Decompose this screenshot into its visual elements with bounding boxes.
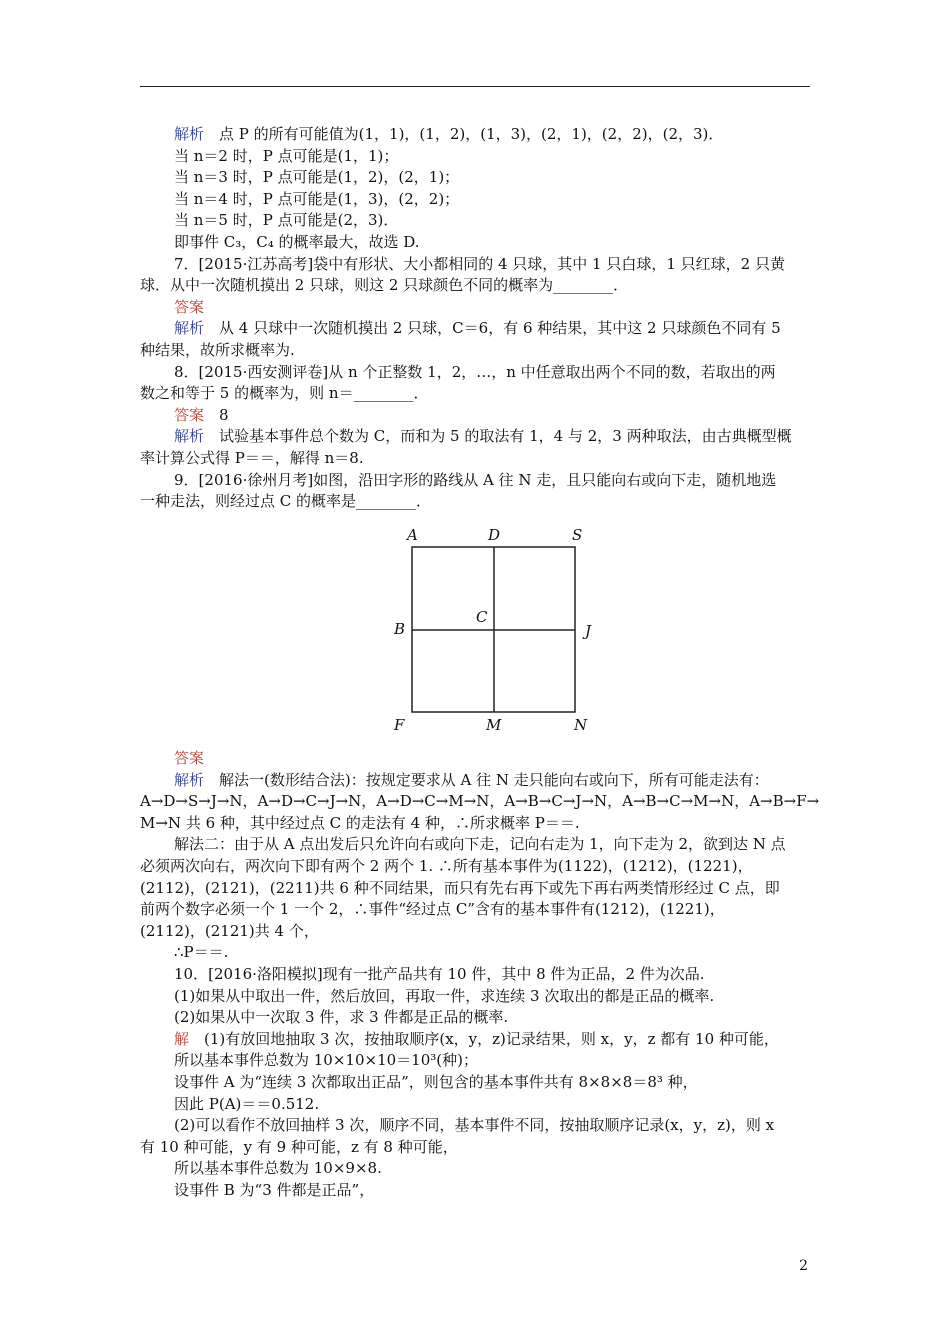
text-line — [174, 297, 204, 317]
text-line — [174, 254, 785, 274]
line-text: ∴P＝＝. — [174, 943, 229, 962]
line-text: 设事件 A 为“连续 3 次都取出正品”，则包含的基本事件共有 8×8×8＝8³ 种， — [174, 1073, 698, 1091]
line-text: 即事件 C₃，C₄ 的概率最大，故选 D. — [174, 233, 420, 251]
text-line — [174, 405, 229, 425]
text-line — [174, 1094, 319, 1114]
text-line — [174, 189, 459, 209]
answer-tag: 答案 — [174, 749, 205, 767]
text-line — [174, 124, 723, 144]
text-line — [174, 964, 705, 984]
line-text: 当 n＝2 时，P 点可能是(1，1)； — [174, 146, 399, 165]
text-line — [174, 986, 714, 1006]
line-text: 设事件 B 为“3 件都是正品”， — [174, 1181, 375, 1199]
header-rule — [140, 86, 810, 87]
line-text: 8 — [204, 405, 229, 424]
text-line — [140, 878, 780, 898]
answer-tag: 解析 — [174, 770, 205, 789]
text-line — [140, 899, 725, 919]
line-text: 种结果，故所求概率为. — [140, 341, 295, 359]
text-line — [174, 470, 776, 490]
label-N: N — [574, 716, 588, 734]
text-line — [174, 1115, 774, 1135]
text-line — [174, 834, 786, 854]
label-C: C — [476, 608, 488, 626]
line-text: 7．[2015·江苏高考]袋中有形状、大小都相同的 4 只球，其中 1 只白球，1 只红球，2 只黄 — [174, 254, 785, 273]
line-text: 当 n＝5 时，P 点可能是(2，3)． — [174, 211, 399, 230]
answer-tag: 解 — [174, 1029, 190, 1048]
text-line — [140, 383, 429, 403]
line-text: (1)如果从中取出一件，然后放回，再取一件，求连续 3 次取出的都是正品的概率. — [174, 986, 715, 1005]
line-text: M→N 共 6 种，其中经过点 C 的走法有 4 种，∴所求概率 P＝＝. — [140, 813, 580, 832]
line-text: 必须两次向右，两次向下即有两个 2 两个 1. ∴所有基本事件为(1122)，(1212)，(1221)， — [140, 857, 753, 875]
text-line — [140, 340, 295, 360]
line-text: 球．从中一次随机摸出 2 只球，则这 2 只球颜色不同的概率为________． — [140, 276, 629, 295]
answer-tag: 解析 — [174, 125, 205, 143]
text-line — [140, 921, 319, 941]
line-text: (2112)，(2121)，(2211)共 6 种不同结果，而只有先右再下或先下再右两类情形经过 C 点，即 — [140, 878, 780, 897]
answer-tag: 解析 — [174, 427, 205, 446]
label-S: S — [572, 526, 583, 544]
text-line — [140, 275, 628, 295]
line-text: 9．[2016·徐州月考]如图，沿田字形的路线从 A 往 N 走，且只能向右或向下走，随机地选 — [174, 470, 777, 489]
text-line — [140, 791, 819, 811]
answer-tag: 解析 — [174, 319, 205, 338]
text-line — [174, 770, 769, 790]
line-text: 所以基本事件总数为 10×9×8. — [174, 1159, 382, 1178]
line-text: (2112)，(2121)共 4 个， — [140, 921, 319, 940]
line-text: 8．[2015·西安测评卷]从 n 个正整数 1，2，…，n 中任意取出两个不同的数，若取出的两 — [174, 362, 776, 381]
line-text: 从 4 只球中一次随机摸出 2 只球，C＝6，有 6 种结果，其中这 2 只球颜色不同有 5 — [204, 319, 781, 338]
line-text: 率计算公式得 P＝＝，解得 n＝8. — [140, 449, 364, 467]
text-line — [174, 167, 459, 187]
text-line — [174, 1007, 508, 1027]
text-line — [140, 448, 364, 468]
text-line — [174, 1158, 382, 1178]
line-text: 有 10 种可能，y 有 9 种可能，z 有 8 种可能， — [140, 1137, 458, 1156]
line-text: (2)如果从中一次取 3 件，求 3 件都是正品的概率. — [174, 1008, 509, 1027]
answer-tag: 答案 — [174, 405, 205, 424]
label-A: A — [407, 526, 418, 544]
text-line — [174, 362, 776, 382]
label-D: D — [488, 526, 501, 544]
label-M: M — [486, 716, 502, 734]
text-line — [174, 1180, 374, 1200]
text-line — [140, 491, 431, 511]
line-text: 当 n＝3 时，P 点可能是(1，2)，(2，1)； — [174, 168, 460, 187]
text-line — [174, 146, 398, 166]
label-F: F — [394, 716, 405, 734]
text-line — [174, 1029, 779, 1049]
page-number: 2 — [799, 1258, 808, 1274]
line-text: 数之和等于 5 的概率为，则 n＝________． — [140, 384, 429, 403]
text-line — [174, 748, 204, 768]
text-line — [174, 232, 420, 252]
text-line — [174, 1072, 698, 1092]
grid-figure — [385, 520, 605, 750]
line-text: (1)有放回地抽取 3 次，按抽取顺序(x，y，z)记录结果，则 x，y，z 都有 10 种可能， — [189, 1029, 779, 1048]
text-line — [174, 1050, 478, 1070]
line-text: 解法一(数形结合法)：按规定要求从 A 往 N 走只能向右或向下，所有可能走法有： — [204, 770, 769, 789]
line-text: 因此 P(A)＝＝0.512. — [174, 1094, 320, 1113]
label-J: J — [585, 622, 592, 640]
line-text: 所以基本事件总数为 10×10×10＝10³(种)； — [174, 1051, 478, 1070]
text-line — [174, 942, 228, 962]
text-line — [174, 210, 398, 230]
text-line — [140, 856, 753, 876]
line-text: 10．[2016·洛阳模拟]现有一批产品共有 10 件，其中 8 件为正品，2 件为次品. — [174, 965, 705, 983]
label-B: B — [394, 620, 406, 638]
line-text: A→D→S→J→N，A→D→C→J→N，A→D→C→M→N，A→B→C→J→N，A→B→C→M→N，A→B→F→ — [140, 792, 820, 811]
line-text: 一种走法，则经过点 C 的概率是________． — [140, 492, 432, 511]
line-text: 试验基本事件总个数为 C，而和为 5 的取法有 1，4 与 2，3 两种取法，由古典概型概 — [204, 427, 792, 446]
text-line — [174, 426, 792, 446]
answer-tag: 答案 — [174, 297, 205, 316]
line-text: 解法二：由于从 A 点出发后只允许向右或向下走，记向右走为 1，向下走为 2，欲到达 N 点 — [174, 835, 786, 854]
text-line — [140, 1137, 458, 1157]
line-text: (2)可以看作不放回抽样 3 次，顺序不同，基本事件不同，按抽取顺序记录(x，y，z)，则 x — [174, 1116, 775, 1135]
text-line — [140, 813, 580, 833]
line-text: 当 n＝4 时，P 点可能是(1，3)，(2，2)； — [174, 189, 460, 208]
line-text: 点 P 的所有可能值为(1，1)，(1，2)，(1，3)，(2，1)，(2，2)，(2，3)． — [204, 125, 724, 143]
line-text: 前两个数字必须一个 1 一个 2，∴事件“经过点 C”含有的基本事件有(1212)，(1221)， — [140, 900, 725, 919]
text-line — [174, 318, 781, 338]
